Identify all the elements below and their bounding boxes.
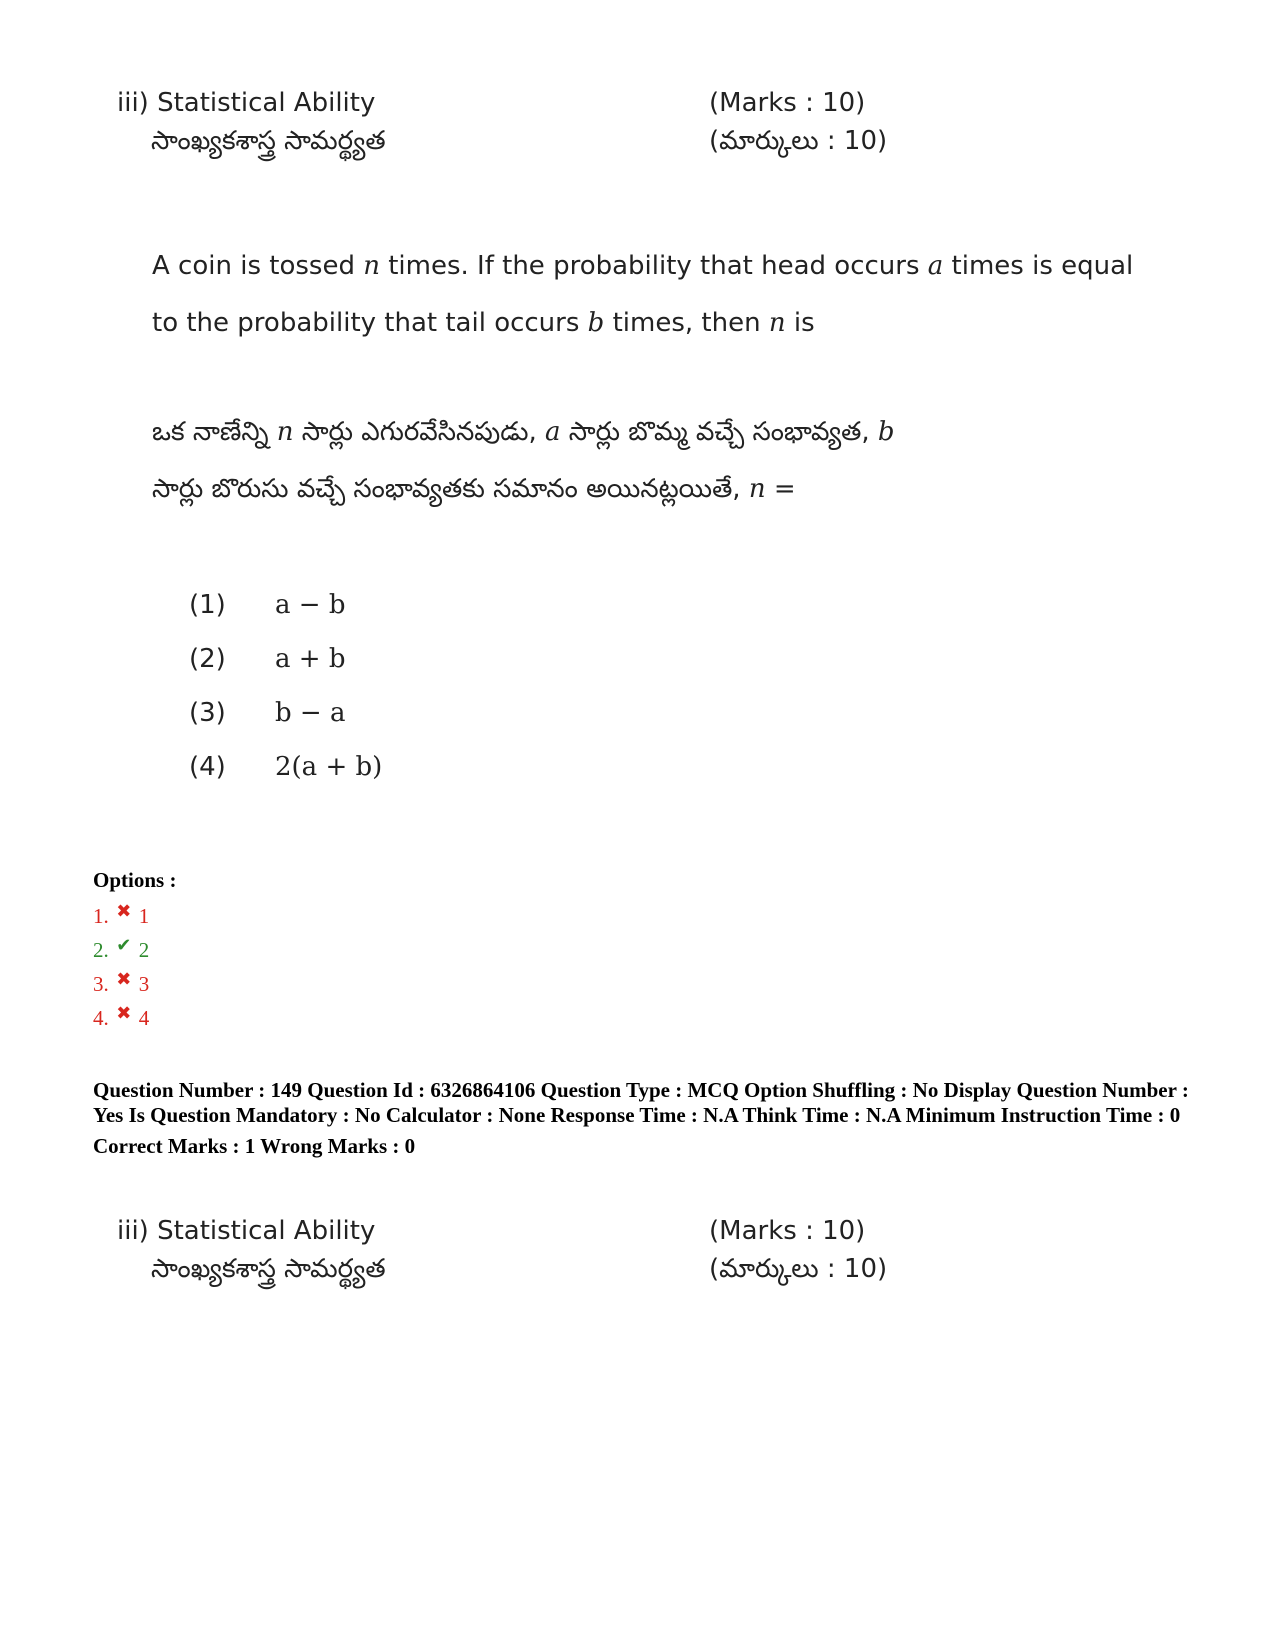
text-fragment: times. If the probability that head occurs [379, 251, 928, 281]
section-title-te: సాంఖ్యకశాస్త్ర సామర్థ్యత [151, 1254, 386, 1284]
question-text-en [152, 238, 1152, 352]
text-fragment: సార్లు ఎగురవేసినపుడు, [293, 417, 545, 447]
math-var-a: a [544, 417, 561, 447]
text-fragment: to the probability that tail occurs [152, 308, 588, 338]
cross-icon: ✖ [116, 1003, 132, 1023]
choice-number: (2) [189, 644, 226, 674]
choice-expression: b − a [275, 698, 346, 728]
section-header-row-en [117, 1216, 917, 1254]
choice-number: (1) [189, 590, 226, 620]
text-fragment: = [765, 474, 796, 504]
section-marks-en: (Marks : 10) [709, 88, 866, 118]
text-fragment: సార్లు బొమ్మ వచ్చే సంభావ్యత, [560, 417, 878, 447]
text-fragment: times is equal [943, 251, 1134, 281]
math-var-b: b [587, 308, 605, 338]
question-details: Question Number : 149 Question Id : 6326864106 Question Type : MCQ Option Shuffling : No Display Question Number : Yes Is Question Mandatory : No Calculator : None Response Time : N.A Think Time : N.A Minimum Instruction Time : 0 [93, 1078, 1189, 1127]
section-header [117, 88, 917, 164]
marks-info: Correct Marks : 1 Wrong Marks : 0 [93, 1134, 416, 1158]
question-en-line-1 [152, 238, 1152, 295]
check-icon: ✔ [116, 935, 132, 955]
option-value: 1 [138, 904, 150, 928]
section-header-row-en [117, 88, 917, 126]
options-list [93, 868, 176, 1035]
option-number: 2. [93, 938, 109, 962]
section-marks-te: (మార్కులు : 10) [709, 1254, 888, 1284]
options-title: Options : [93, 868, 177, 892]
option-number: 4. [93, 1006, 109, 1030]
cross-icon: ✖ [116, 969, 132, 989]
option-number: 3. [93, 972, 109, 996]
question-te-line-1 [152, 404, 1152, 461]
math-var-n: n [363, 251, 380, 281]
math-var-n: n [276, 417, 294, 447]
option-value: 3 [138, 972, 150, 996]
text-fragment: times, then [604, 308, 769, 338]
section-marks-te: (మార్కులు : 10) [709, 126, 888, 156]
choice-expression: 2(a + b) [275, 752, 383, 782]
question-text-te [152, 404, 1152, 518]
option-item [93, 1001, 176, 1035]
option-number: 1. [93, 904, 109, 928]
choice-expression: a − b [275, 590, 346, 620]
section-title-en: iii) Statistical Ability [117, 1216, 376, 1246]
option-value: 2 [138, 938, 150, 962]
text-fragment: ఒక నాణేన్ని [152, 417, 277, 447]
text-fragment: is [785, 308, 815, 338]
section-title-en: iii) Statistical Ability [117, 88, 376, 118]
choice-number: (4) [189, 752, 226, 782]
section-header-row-te [117, 1254, 917, 1292]
question-en-line-2 [152, 295, 1152, 352]
choice-number: (3) [189, 698, 226, 728]
math-var-b: b [877, 417, 895, 447]
question-metadata [93, 1078, 1193, 1159]
math-var-n: n [768, 308, 786, 338]
section-header-row-te [117, 126, 917, 164]
math-var-n: n [748, 474, 766, 504]
section-title-te: సాంఖ్యకశాస్త్ర సామర్థ్యత [151, 126, 386, 156]
section-header [117, 1216, 917, 1292]
text-fragment: A coin is tossed [152, 251, 364, 281]
choice-expression: a + b [275, 644, 346, 674]
question-te-line-2 [152, 461, 1152, 518]
math-var-a: a [927, 251, 944, 281]
text-fragment: సార్లు బొరుసు వచ్చే సంభావ్యతకు సమానం అయినట్లయితే, [152, 474, 749, 504]
option-value: 4 [138, 1006, 150, 1030]
section-marks-en: (Marks : 10) [709, 1216, 866, 1246]
cross-icon: ✖ [116, 901, 132, 921]
